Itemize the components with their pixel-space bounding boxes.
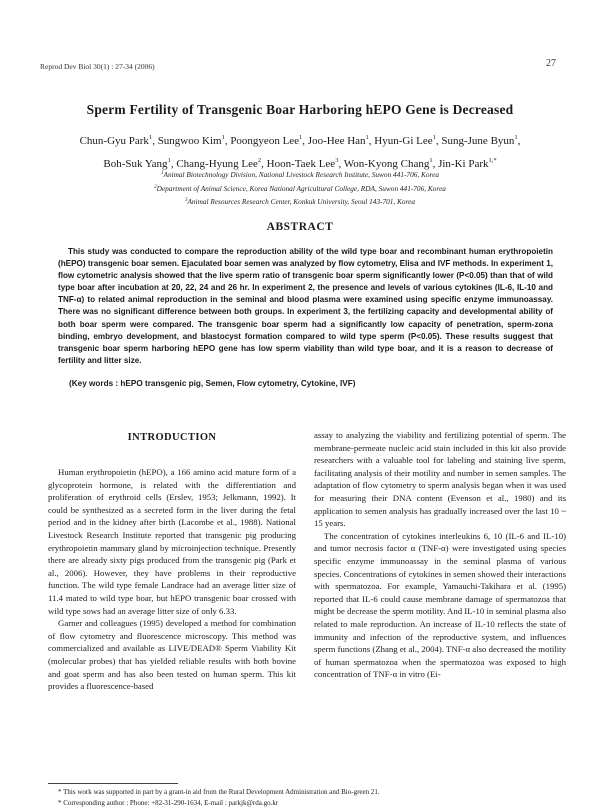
- page-number: 27: [546, 58, 556, 69]
- footnotes: [58, 787, 578, 809]
- author-name: Hyun-Gi Lee: [374, 135, 433, 147]
- author-name: Chun-Gyu Park: [79, 135, 149, 147]
- author-name: Sung-June Byun: [441, 135, 515, 147]
- author-name: Chang-Hyung Lee: [176, 158, 258, 170]
- paragraph: The concentration of cytokines interleukins 6, 10 (IL-6 and IL-10) and tumor necrosis factor α (TNF-α) were investigated using species specific enzyme immunoassay in the seminal plasma of various species. Concentrations of cytokines in semen showed their interactions with spermatozoa. For example, Yamauchi-Takihara et al. (1995) reported that IL-6 could cause membrane damage of spermatozoa that might be decrease the sperm motility. And IL-10 in seminal plasma also related to male reproduction. An increase of IL-10 reflects the state of immunity and infection of the reproductive system, and influences sperm functions (Zhang et al., 2004). TNF-α also decreased the motility of human spermatozoa when the spermatozoa was exposed to high concentration of TNF-α in vitro (Ei-: [314, 530, 566, 680]
- author-name: Jin-Ki Park: [438, 158, 489, 170]
- affiliation: [0, 168, 600, 182]
- author-affiliation-mark: 1: [429, 157, 433, 164]
- author-name: Poongyeon Lee: [230, 135, 300, 147]
- author-name: Boh-Suk Yang: [103, 158, 168, 170]
- footnote-divider: [48, 783, 178, 784]
- author-affiliation-mark: 1: [148, 134, 153, 141]
- affiliation-mark: 1: [161, 171, 164, 176]
- funding-footnote: * This work was supported in part by a grant-in aid from the Rural Development Administration and Bio-green 21.: [58, 788, 380, 796]
- keywords: (Key words : hEPO transgenic pig, Semen, Flow cytometry, Cytokine, IVF): [69, 379, 356, 388]
- abstract-heading: ABSTRACT: [266, 221, 334, 233]
- author-affiliation-mark: 1,*: [488, 157, 497, 164]
- affiliation-list: [0, 168, 600, 209]
- author-name: Joo-Hee Han: [307, 135, 366, 147]
- author-affiliation-mark: 1: [514, 134, 518, 141]
- author-line-1: Chun-Gyu Park$^1$, Sungwoo Kim$^1$, Poongyeon Lee$^1$, Joo-Hee Han$^1$, Hyun-Gi Lee$^1$, Sung-June Byun$^1$,: [79, 134, 521, 147]
- right-column: [314, 429, 566, 681]
- affiliation: [0, 182, 600, 196]
- author-name: Sungwoo Kim: [157, 135, 222, 147]
- affiliation-mark: 3: [184, 198, 188, 203]
- paper-title: Sperm Fertility of Transgenic Boar Harboring hEPO Gene is Decreased: [86, 102, 514, 117]
- author-affiliation-mark: 1: [167, 157, 171, 164]
- author-name: Hoon-Taek Lee: [266, 158, 336, 170]
- author-affiliation-mark: 3: [335, 157, 339, 164]
- journal-citation: Reprod Dev Biol 30(1) : 27-34 (2006): [40, 62, 155, 71]
- affiliation-text: Animal Biotechnology Division, National Livestock Research Institute, Suwon 441-706, Korea: [163, 170, 439, 179]
- affiliation-text: Department of Animal Science, Korea National Agricultural College, RDA, Suwon 441-706, Korea: [156, 183, 446, 193]
- affiliation: [0, 195, 600, 209]
- author-affiliation-mark: 1: [299, 134, 303, 141]
- introduction-heading: INTRODUCTION: [127, 432, 217, 443]
- author-affiliation-mark: 1: [221, 134, 225, 141]
- author-line-2: Boh-Suk Yang$^1$, Chang-Hyung Lee$^2$, Hoon-Taek Lee$^3$, Won-Kyong Chang$^1$, Jin-Ki Park$^{1,*}$: [103, 157, 497, 170]
- paragraph: Garner and colleagues (1995) developed a method for combination of flow cytometry and fluorescence microscopy. This method was commercialized and available as LIVE/DEAD® Sperm Viability Kit (molecular probes) that has yielded reliable results with both bovine and goat sperm and has also been tested on human sperm. This kit provides a fluorescence-based: [48, 618, 296, 692]
- abstract-text: This study was conducted to compare the reproduction ability of the wild type boar and recombinant human erythropoietin (hEPO) transgenic boar semen. Ejaculated boar semen was analyzed by flow cytometry, Elisa and IVF methods. In experiment 1, flow cytometric analysis showed that the live sperm ratio of transgenic boar sperm significantly lower (P<0.05) than that of wild type boar after incubation at 20, 22, 24 and 26 hr. In experiment 2, the presence and levels of various cytokines (IL-6, IL-10 and TNF-α) to related animal reproduction in the seminal and blood plasma were examined using specific enzyme immunoassay. There was no significant difference between both groups. In experiment 3, the fertilizing capacity and developmental ability of both boar sperm were compared. The transgenic boar sperm had a significantly low capacity of penetration, sperm-zona binding, embryo development, and blastocyst formation compared to wild type sperm (P<0.05). These results suggest that transgenic boar sperm harboring hEPO gene has low sperm viability than wild type boar, and it is a reason to decrease of fertility and litter size.: [58, 247, 553, 365]
- paragraph: Human erythropoietin (hEPO), a 166 amino acid mature form of a glycoprotein hormone, is related with the differentiation and proliferation of erythroid cells (Erslev, 1953; Jelkmann, 1992). It could be synthesized as a secreted form in the liver during the fetal period and in the kidney after birth (Lacombe et al., 1988). National Livestock Research Institute reported that transgenic pig producing erythropoietin mammary gland by microinjection technique. Presently there are already sixty pigs produced from the transgenic pig (Park et al., 2006). However, they have problems in their reproductive function. The wild type female Landrace had an average litter size of 11.4 mated to wild type boar, but hEPO transgenic boar crossed with wild type sows had an average litter size of only 6.33.: [48, 467, 296, 616]
- author-affiliation-mark: 1: [432, 134, 436, 141]
- affiliation-text: Animal Resources Research Center, Konkuk University, Seoul 143-701, Korea: [187, 197, 416, 206]
- paragraph: assay to analyzing the viability and fertilizing potential of sperm. The membrane-permeate nucleic acid stain included in this kit also provide researchers with a valuable tool for labeling and staining live sperm, facilitating analysis of their motility and number in semen samples. The adaptation of flow cytometry to sperm analysis began when it was used for measuring their DNA content (Evenson et al., 1980) and its application to semen analysis has gradually increased over the last 10 ~ 15 years.: [314, 430, 566, 529]
- author-affiliation-mark: 1: [365, 134, 369, 141]
- left-column: [48, 466, 296, 693]
- author-name: Won-Kyong Chang: [343, 158, 430, 170]
- corresponding-author-footnote: * Corresponding author : Phone: +82-31-290-1634, E-mail : parkjk@rda.go.kr: [58, 799, 279, 807]
- abstract-body: [58, 246, 553, 367]
- author-affiliation-mark: 2: [257, 157, 262, 164]
- affiliation-mark: 2: [154, 184, 157, 190]
